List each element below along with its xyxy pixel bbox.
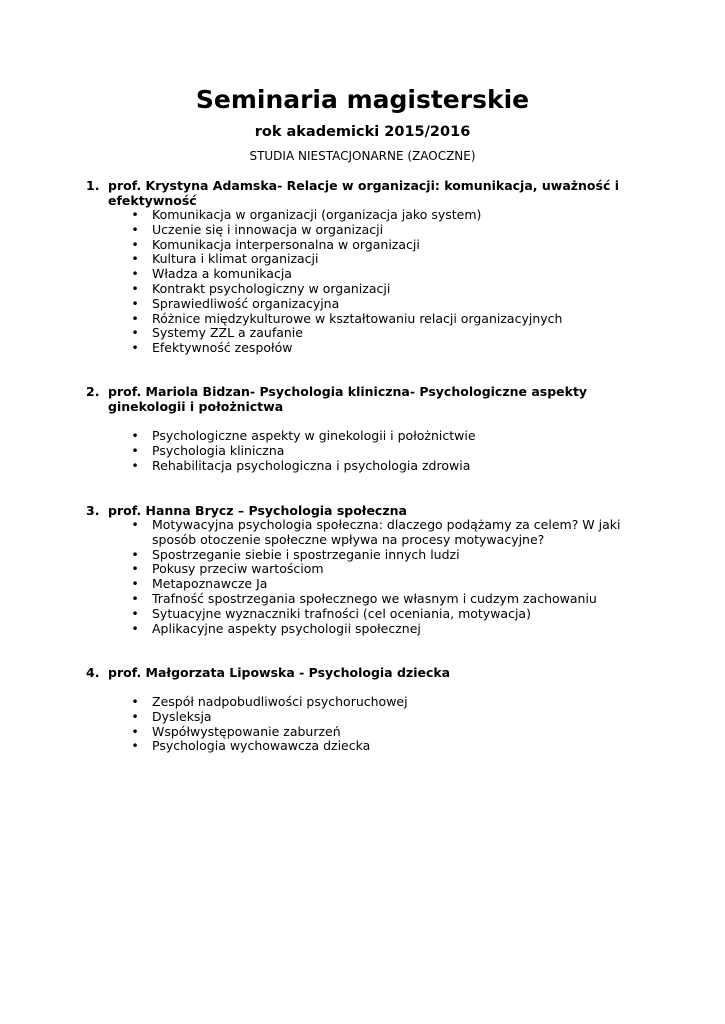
bullet-icon: • bbox=[131, 207, 139, 222]
seminar-title: prof. Krystyna Adamska- Relacje w organizacji: komunikacja, uważność i efektywność bbox=[108, 178, 619, 208]
list-item-text: Uczenie się i innowacja w organizacji bbox=[152, 221, 384, 237]
list-item-text: Władza a komunikacja bbox=[152, 266, 292, 282]
list-item bbox=[131, 576, 646, 592]
list-item bbox=[131, 221, 646, 238]
list-item bbox=[131, 295, 646, 312]
bullet-icon: • bbox=[131, 295, 139, 311]
bullet-icon: • bbox=[131, 442, 139, 458]
bullet-icon: • bbox=[131, 236, 139, 252]
list-item-text: Systemy ZZL a zaufanie bbox=[152, 325, 303, 341]
list-item-text: Spostrzeganie siebie i spostrzeganie innych ludzi bbox=[152, 546, 460, 562]
bullet-icon: • bbox=[131, 251, 139, 267]
bullet-icon: • bbox=[131, 428, 139, 443]
list-item bbox=[131, 620, 646, 637]
list-item-text: Współwystępowanie zaburzeń bbox=[152, 723, 341, 739]
list-item-text: Sprawiedliwość organizacyjna bbox=[152, 295, 340, 311]
study-type: STUDIA NIESTACJONARNE (ZAOCZNE) bbox=[249, 149, 476, 163]
seminar-title: prof. Mariola Bidzan- Psychologia kliniczna- Psychologiczne aspekty ginekologii i położnictwa bbox=[108, 384, 588, 414]
list-item-text: Psychologiczne aspekty w ginekologii i położnictwie bbox=[152, 428, 476, 443]
seminar-heading bbox=[86, 178, 646, 208]
list-item bbox=[131, 340, 646, 356]
list-item bbox=[131, 236, 646, 253]
seminar-section-1 bbox=[86, 178, 646, 356]
list-item-text: Komunikacja w organizacji (organizacja jako system) bbox=[152, 207, 482, 222]
list-item bbox=[131, 694, 646, 710]
seminar-section-4 bbox=[86, 665, 646, 754]
list-item bbox=[131, 207, 646, 223]
bullet-icon: • bbox=[131, 708, 139, 724]
bullet-icon: • bbox=[131, 310, 139, 326]
list-item-text: Efektywność zespołów bbox=[152, 340, 293, 356]
bullet-icon: • bbox=[131, 620, 139, 636]
list-item bbox=[131, 738, 646, 754]
list-item bbox=[131, 517, 646, 548]
list-item bbox=[131, 251, 646, 267]
list-item-text: Rehabilitacja psychologiczna i psychologia zdrowia bbox=[152, 457, 471, 473]
seminar-section-3 bbox=[86, 503, 646, 636]
topic-list bbox=[86, 208, 646, 356]
seminar-title: prof. Hanna Brycz – Psychologia społeczna bbox=[108, 503, 407, 518]
list-item bbox=[131, 708, 646, 725]
seminar-number: 1. bbox=[86, 178, 100, 193]
list-item-text: Kontrakt psychologiczny w organizacji bbox=[152, 280, 391, 296]
list-item-text: Pokusy przeciw wartościom bbox=[152, 561, 324, 577]
seminar-number: 3. bbox=[86, 503, 100, 518]
list-item bbox=[131, 457, 646, 474]
list-item-text: Psychologia wychowawcza dziecka bbox=[152, 738, 371, 754]
topic-list bbox=[86, 429, 646, 473]
seminar-number: 2. bbox=[86, 384, 100, 399]
list-item bbox=[131, 266, 646, 282]
list-item-text: Metapoznawcze Ja bbox=[152, 576, 268, 592]
seminar-heading bbox=[86, 665, 646, 680]
document-title: Seminaria magisterskie bbox=[195, 85, 530, 114]
seminar-section-2 bbox=[86, 384, 646, 473]
academic-year: rok akademicki 2015/2016 bbox=[254, 124, 471, 140]
bullet-icon: • bbox=[131, 576, 139, 592]
list-item bbox=[131, 428, 646, 444]
list-item bbox=[131, 605, 646, 622]
list-item bbox=[131, 546, 646, 563]
list-item-text: Zespół nadpobudliwości psychoruchowej bbox=[152, 694, 408, 709]
bullet-icon: • bbox=[131, 561, 139, 577]
bullet-icon: • bbox=[131, 457, 139, 473]
topic-list bbox=[86, 518, 646, 636]
bullet-icon: • bbox=[131, 605, 139, 621]
list-item-text: Różnice międzykulturowe w kształtowaniu relacji organizacyjnych bbox=[152, 310, 563, 326]
seminar-title: prof. Małgorzata Lipowska - Psychologia dziecka bbox=[108, 665, 451, 680]
list-item-text: Trafność spostrzegania społecznego we własnym i cudzym zachowaniu bbox=[152, 590, 597, 606]
list-item bbox=[131, 280, 646, 297]
bullet-icon: • bbox=[131, 280, 139, 296]
bullet-icon: • bbox=[131, 266, 139, 282]
bullet-icon: • bbox=[131, 723, 139, 739]
list-item bbox=[131, 590, 646, 607]
list-item bbox=[131, 310, 646, 327]
bullet-icon: • bbox=[131, 340, 139, 356]
bullet-icon: • bbox=[131, 590, 139, 606]
list-item bbox=[131, 442, 646, 459]
bullet-icon: • bbox=[131, 694, 139, 709]
list-item bbox=[131, 325, 646, 341]
list-item-text: Psychologia kliniczna bbox=[152, 442, 285, 458]
bullet-icon: • bbox=[131, 221, 139, 237]
seminar-number: 4. bbox=[86, 665, 100, 680]
list-item-text: Dysleksja bbox=[152, 708, 212, 724]
list-item-text: Motywacyjna psychologia społeczna: dlaczego podążamy za celem? W jaki sposób otoczenie społeczne wpływa na procesy motywacyjne? bbox=[152, 517, 621, 547]
list-item-text: Komunikacja interpersonalna w organizacji bbox=[152, 236, 420, 252]
seminar-heading bbox=[86, 384, 646, 414]
bullet-icon: • bbox=[131, 738, 139, 754]
bullet-icon: • bbox=[131, 325, 139, 341]
list-item bbox=[131, 723, 646, 740]
list-item-text: Kultura i klimat organizacji bbox=[152, 251, 319, 267]
list-item-text: Sytuacyjne wyznaczniki trafności (cel oceniania, motywacja) bbox=[152, 605, 531, 621]
seminar-heading bbox=[86, 503, 646, 518]
list-item-text: Aplikacyjne aspekty psychologii społecznej bbox=[152, 620, 421, 636]
bullet-icon: • bbox=[131, 546, 139, 562]
list-item bbox=[131, 561, 646, 577]
topic-list bbox=[86, 695, 646, 754]
bullet-icon: • bbox=[131, 517, 139, 532]
